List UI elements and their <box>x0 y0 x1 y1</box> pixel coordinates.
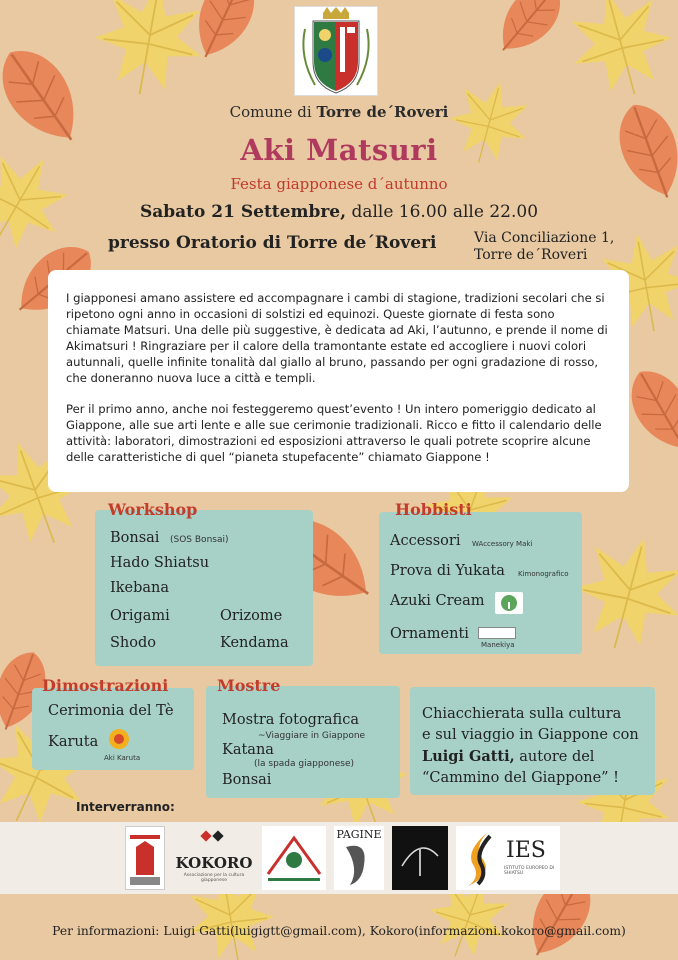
pagine-logo <box>334 826 384 890</box>
talk-line-3-rest: autore del <box>514 749 595 765</box>
mostre-title: Mostre <box>217 676 281 695</box>
hobbisti-ornamenti-logo: Manekiya <box>481 641 515 649</box>
description-paragraph-2: Per il primo anno, anche noi festeggeremo quest’evento ! Un intero pomeriggio dedicato al Giappone, alle sue arti lente e alle sue cerimonie tradizionali. Ricco e fitto il calendario delle attività: laboratori, dimostrazioni ed esposizioni attraverso le quali potrete scoprire alcune delle caratteristiche di quel “pianeta stupefacente” chiamato Giappone ! <box>66 402 602 464</box>
hobbisti-accessori-logo: WAccessory Maki <box>472 540 533 548</box>
azuki-cream-logo <box>495 592 523 614</box>
hobbisti-item-ornamenti: Ornamenti <box>390 626 469 642</box>
talk-line-1: Chiacchierata sulla cultura <box>422 706 622 722</box>
mostre-item-bonsai: Bonsai <box>222 772 272 788</box>
kokoro-name: KOKORO <box>175 854 253 872</box>
association-logo <box>262 826 326 890</box>
description-box <box>48 270 629 492</box>
hobbisti-yukata-logo: Kimonografico <box>518 570 569 578</box>
workshop-item-hado-shiatsu: Hado Shiatsu <box>110 555 210 571</box>
description-paragraph-1: I giapponesi amano assistere ed accompagnare i cambi di stagione, tradizioni secolari che si ripetono ogni anno in occasioni di solstizi ed equinozi. Queste giornate di festa sono chiamate Matsuri. Una delle più suggestive, è dedicata ad Aki, l’autunno, e prende il nome di Akimatsuri ! Ringraziare per il calore della tramontante estate ed accogliere i nuovi colori autunnali, quelle infinite tonalità dal giallo al bruno, passando per ogni gradazione di rosso, che doneranno nuova luce a città e templi. <box>66 291 608 385</box>
hobbisti-title: Hobbisti <box>395 500 472 519</box>
event-address <box>474 230 664 264</box>
comune-name: Torre de´Roveri <box>316 103 449 121</box>
mostre-item-fotografica: Mostra fotografica <box>222 712 359 728</box>
workshop-item-bonsai: Bonsai <box>110 530 160 546</box>
address-line-1: Via Conciliazione 1, <box>474 230 615 246</box>
workshop-item-kendama: Kendama <box>220 635 289 651</box>
comune-heading <box>0 103 678 121</box>
karuta-logo <box>108 728 130 750</box>
workshop-item-ikebana: Ikebana <box>110 580 170 596</box>
ies-subtitle: ISTITUTO EUROPEO DI SHIATSU <box>504 866 555 876</box>
manekiya-logo <box>478 627 516 639</box>
workshop-item-shodo: Shodo <box>110 635 157 651</box>
kokoro-logo <box>172 826 256 890</box>
mostre-katana-note: (la spada giapponese) <box>254 759 355 769</box>
dimostrazioni-item-karuta: Karuta <box>48 734 99 750</box>
event-date <box>0 202 678 222</box>
book-cover-logo <box>125 826 165 890</box>
workshop-title: Workshop <box>108 500 198 519</box>
mostre-foto-note: ~Viaggiare in Giappone <box>258 731 366 741</box>
event-date-day: Sabato 21 Settembre, <box>139 202 347 222</box>
hobbisti-item-accessori: Accessori <box>390 533 461 549</box>
dimostrazioni-item-cerimonia: Cerimonia del Tè <box>48 703 174 719</box>
pagine-name: PAGINE <box>336 828 382 841</box>
mostre-item-katana: Katana <box>222 742 274 758</box>
workshop-item-origami: Origami <box>110 608 170 624</box>
event-date-hours: dalle 16.00 alle 22.00 <box>351 202 539 222</box>
comune-prefix: Comune di <box>229 103 312 121</box>
sponsors-label: Interverranno: <box>76 800 175 814</box>
bonsai-art-logo <box>392 826 448 890</box>
ies-logo <box>456 826 560 890</box>
event-subtitle: Festa giapponese d´autunno <box>230 175 448 193</box>
municipal-crest-logo <box>294 6 378 96</box>
talk-line-3 <box>422 746 639 768</box>
talk-text <box>422 704 639 789</box>
ies-name: IES <box>506 838 546 863</box>
talk-line-4: “Cammino del Giappone” ! <box>422 770 620 786</box>
event-title: Aki Matsuri <box>240 133 438 167</box>
talk-speaker: Luigi Gatti, <box>422 748 515 765</box>
karuta-logo-label: Aki Karuta <box>104 754 141 762</box>
contact-footer: Per informazioni: Luigi Gatti(luigigtt@gmail.com), Kokoro(informazioni.kokoro@gmail.com) <box>52 924 626 938</box>
workshop-bonsai-note: (SOS Bonsai) <box>170 535 229 545</box>
hobbisti-item-azuki-cream: Azuki Cream <box>390 593 485 609</box>
workshop-item-orizome: Orizome <box>220 608 283 624</box>
dimostrazioni-title: Dimostrazioni <box>42 676 169 695</box>
address-line-2: Torre de´Roveri <box>474 247 588 263</box>
kokoro-subtitle: Associazione per la cultura giapponese <box>183 873 245 883</box>
hobbisti-item-yukata: Prova di Yukata <box>390 563 505 579</box>
event-venue: presso Oratorio di Torre de´Roveri <box>108 233 437 253</box>
talk-line-2: e sul viaggio in Giappone con <box>422 727 639 743</box>
